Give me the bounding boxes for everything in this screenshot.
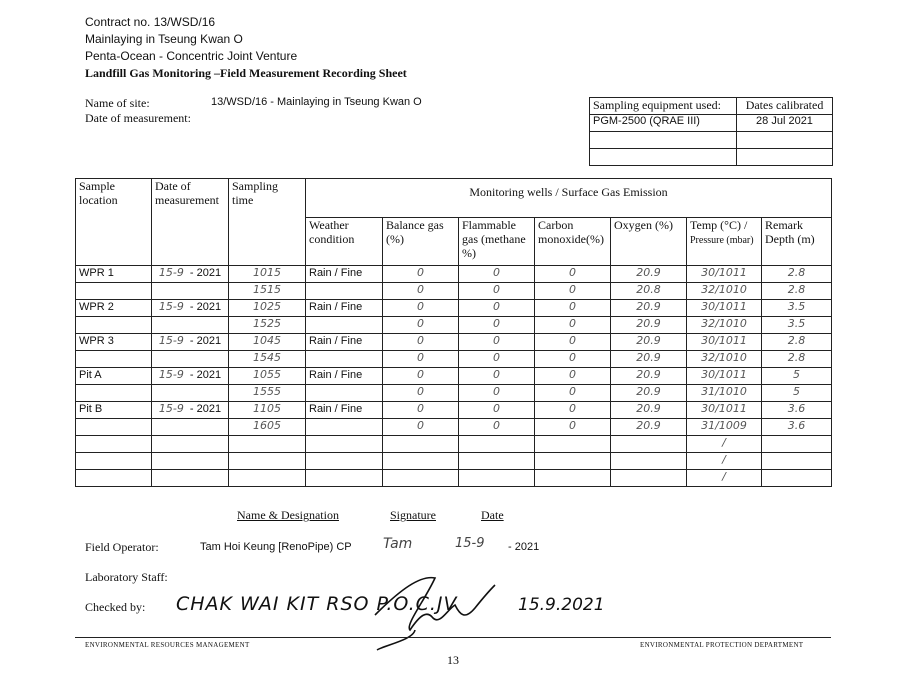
equipment-blank bbox=[737, 149, 833, 166]
row-time: 1055 bbox=[229, 368, 306, 385]
row-oxygen: 20.8 bbox=[611, 283, 687, 300]
row-date bbox=[152, 436, 229, 453]
equipment-table bbox=[589, 97, 833, 166]
row-remark: 3.5 bbox=[762, 300, 832, 317]
row-remark bbox=[762, 436, 832, 453]
row-carbon-monoxide: 0 bbox=[535, 283, 611, 300]
footer-left: ENVIRONMENTAL RESOURCES MANAGEMENT bbox=[85, 641, 250, 649]
header-temp bbox=[687, 218, 762, 266]
project-name: Mainlaying in Tseung Kwan O bbox=[85, 32, 243, 46]
row-balance-gas: 0 bbox=[383, 317, 459, 334]
row-balance-gas: 0 bbox=[383, 334, 459, 351]
footer-right: ENVIRONMENTAL PROTECTION DEPARTMENT bbox=[640, 641, 804, 649]
table-row bbox=[76, 453, 832, 470]
row-location bbox=[76, 317, 152, 334]
header-time: Sampling time bbox=[229, 179, 306, 266]
row-remark: 5 bbox=[762, 385, 832, 402]
row-location bbox=[76, 436, 152, 453]
row-oxygen bbox=[611, 470, 687, 487]
row-location bbox=[76, 283, 152, 300]
row-temp-pressure: 32/1010 bbox=[687, 351, 762, 368]
row-time bbox=[229, 470, 306, 487]
row-time: 1025 bbox=[229, 300, 306, 317]
row-date bbox=[152, 351, 229, 368]
footer-rule bbox=[75, 637, 831, 638]
table-row bbox=[76, 368, 832, 385]
row-temp-pressure: 32/1010 bbox=[687, 317, 762, 334]
header-pressure-label: Pressure (mbar) bbox=[690, 235, 754, 247]
table-row bbox=[76, 470, 832, 487]
table-row bbox=[76, 385, 832, 402]
row-remark bbox=[762, 470, 832, 487]
equipment-value: PGM-2500 (QRAE III) bbox=[590, 115, 737, 132]
contract-number: Contract no. 13/WSD/16 bbox=[85, 15, 216, 29]
row-carbon-monoxide: 0 bbox=[535, 300, 611, 317]
row-balance-gas: 0 bbox=[383, 402, 459, 419]
row-flammable-gas bbox=[459, 470, 535, 487]
row-date bbox=[152, 470, 229, 487]
contractor-name: Penta-Ocean - Concentric Joint Venture bbox=[85, 49, 298, 63]
row-temp-pressure: 31/1009 bbox=[687, 419, 762, 436]
header-group: Monitoring wells / Surface Gas Emission bbox=[306, 179, 832, 218]
row-remark: 3.6 bbox=[762, 402, 832, 419]
checked-by-signature bbox=[365, 570, 515, 655]
row-location: Pit A bbox=[76, 368, 152, 385]
row-weather bbox=[306, 419, 383, 436]
row-remark: 5 bbox=[762, 368, 832, 385]
row-time: 1515 bbox=[229, 283, 306, 300]
header-balance: Balance gas (%) bbox=[383, 218, 459, 266]
row-location: WPR 3 bbox=[76, 334, 152, 351]
row-remark: 3.5 bbox=[762, 317, 832, 334]
signature-header: Signature bbox=[390, 508, 436, 522]
row-temp-pressure: 30/1011 bbox=[687, 402, 762, 419]
row-time: 1045 bbox=[229, 334, 306, 351]
table-row bbox=[76, 283, 832, 300]
header-carbon: Carbon monoxide(%) bbox=[535, 218, 611, 266]
row-date-day: 15-9 bbox=[158, 300, 184, 313]
row-carbon-monoxide: 0 bbox=[535, 317, 611, 334]
table-row bbox=[76, 351, 832, 368]
row-balance-gas bbox=[383, 436, 459, 453]
row-balance-gas: 0 bbox=[383, 368, 459, 385]
row-remark: 2.8 bbox=[762, 266, 832, 283]
row-balance-gas: 0 bbox=[383, 266, 459, 283]
row-oxygen: 20.9 bbox=[611, 385, 687, 402]
row-date bbox=[152, 419, 229, 436]
header-oxygen: Oxygen (%) bbox=[611, 218, 687, 266]
row-weather: Rain / Fine bbox=[306, 402, 383, 419]
calibrated-value: 28 Jul 2021 bbox=[737, 115, 833, 132]
row-weather: Rain / Fine bbox=[306, 266, 383, 283]
row-remark: 2.8 bbox=[762, 283, 832, 300]
row-temp-pressure: 30/1011 bbox=[687, 368, 762, 385]
row-remark: 2.8 bbox=[762, 351, 832, 368]
row-oxygen: 20.9 bbox=[611, 334, 687, 351]
row-oxygen: 20.9 bbox=[611, 368, 687, 385]
row-oxygen bbox=[611, 453, 687, 470]
table-row bbox=[76, 436, 832, 453]
row-balance-gas: 0 bbox=[383, 385, 459, 402]
site-name-label: Name of site: bbox=[85, 96, 150, 110]
row-date-year: - 2021 bbox=[189, 301, 222, 313]
row-date-day: 15-9 bbox=[158, 402, 184, 415]
row-date bbox=[152, 368, 229, 385]
row-carbon-monoxide bbox=[535, 436, 611, 453]
row-oxygen: 20.9 bbox=[611, 351, 687, 368]
header-flammable: Flammable gas (methane %) bbox=[459, 218, 535, 266]
table-row bbox=[76, 402, 832, 419]
row-date bbox=[152, 453, 229, 470]
row-flammable-gas: 0 bbox=[459, 385, 535, 402]
row-balance-gas bbox=[383, 470, 459, 487]
row-oxygen: 20.9 bbox=[611, 402, 687, 419]
row-temp-pressure: / bbox=[687, 470, 762, 487]
header-weather: Weather condition bbox=[306, 218, 383, 266]
sheet-title: Landfill Gas Monitoring –Field Measurement Recording Sheet bbox=[85, 66, 407, 80]
calibrated-header: Dates calibrated bbox=[737, 98, 833, 115]
site-name-value: 13/WSD/16 - Mainlaying in Tseung Kwan O bbox=[211, 96, 422, 108]
row-remark: 2.8 bbox=[762, 334, 832, 351]
header-remark: Remark Depth (m) bbox=[762, 218, 832, 266]
row-weather bbox=[306, 351, 383, 368]
row-carbon-monoxide: 0 bbox=[535, 334, 611, 351]
row-weather bbox=[306, 470, 383, 487]
row-location: WPR 2 bbox=[76, 300, 152, 317]
equipment-blank bbox=[737, 132, 833, 149]
row-location bbox=[76, 351, 152, 368]
checked-by-label: Checked by: bbox=[85, 600, 146, 614]
table-row bbox=[76, 266, 832, 283]
equipment-header: Sampling equipment used: bbox=[590, 98, 737, 115]
row-date-year: - 2021 bbox=[189, 335, 222, 347]
row-weather bbox=[306, 436, 383, 453]
row-flammable-gas: 0 bbox=[459, 368, 535, 385]
row-location bbox=[76, 419, 152, 436]
row-balance-gas: 0 bbox=[383, 283, 459, 300]
field-operator-signature: Tam bbox=[383, 536, 413, 552]
row-temp-pressure: 32/1010 bbox=[687, 283, 762, 300]
row-oxygen bbox=[611, 436, 687, 453]
row-weather bbox=[306, 385, 383, 402]
row-weather bbox=[306, 283, 383, 300]
name-designation-header: Name & Designation bbox=[237, 508, 339, 522]
row-temp-pressure: / bbox=[687, 453, 762, 470]
row-date bbox=[152, 300, 229, 317]
row-flammable-gas: 0 bbox=[459, 419, 535, 436]
row-date bbox=[152, 385, 229, 402]
row-time: 1105 bbox=[229, 402, 306, 419]
row-date bbox=[152, 402, 229, 419]
row-date-year: - 2021 bbox=[189, 267, 222, 279]
row-flammable-gas: 0 bbox=[459, 300, 535, 317]
row-oxygen: 20.9 bbox=[611, 419, 687, 436]
row-carbon-monoxide: 0 bbox=[535, 351, 611, 368]
row-weather: Rain / Fine bbox=[306, 300, 383, 317]
header-date: Date of measurement bbox=[152, 179, 229, 266]
row-temp-pressure: 30/1011 bbox=[687, 334, 762, 351]
row-flammable-gas: 0 bbox=[459, 402, 535, 419]
row-time bbox=[229, 453, 306, 470]
row-time: 1015 bbox=[229, 266, 306, 283]
row-location bbox=[76, 453, 152, 470]
row-oxygen: 20.9 bbox=[611, 317, 687, 334]
row-temp-pressure: 31/1010 bbox=[687, 385, 762, 402]
row-location bbox=[76, 385, 152, 402]
table-row bbox=[76, 317, 832, 334]
row-oxygen: 20.9 bbox=[611, 266, 687, 283]
row-location bbox=[76, 470, 152, 487]
row-time: 1605 bbox=[229, 419, 306, 436]
row-date bbox=[152, 266, 229, 283]
row-date-year: - 2021 bbox=[189, 403, 222, 415]
row-date bbox=[152, 317, 229, 334]
row-carbon-monoxide bbox=[535, 453, 611, 470]
row-time: 1525 bbox=[229, 317, 306, 334]
row-carbon-monoxide: 0 bbox=[535, 402, 611, 419]
checked-by-date: 15.9.2021 bbox=[518, 595, 605, 615]
row-carbon-monoxide: 0 bbox=[535, 385, 611, 402]
field-operator-name: Tam Hoi Keung [RenoPipe) CP bbox=[200, 541, 352, 553]
row-remark bbox=[762, 453, 832, 470]
row-location: WPR 1 bbox=[76, 266, 152, 283]
field-operator-year: - 2021 bbox=[508, 541, 540, 553]
equipment-blank bbox=[590, 149, 737, 166]
header-location: Sample location bbox=[76, 179, 152, 266]
row-temp-pressure: 30/1011 bbox=[687, 300, 762, 317]
measurement-table bbox=[75, 178, 832, 487]
lab-staff-label: Laboratory Staff: bbox=[85, 570, 168, 584]
row-carbon-monoxide bbox=[535, 470, 611, 487]
row-weather bbox=[306, 317, 383, 334]
row-location: Pit B bbox=[76, 402, 152, 419]
field-operator-day: 15-9 bbox=[455, 536, 485, 551]
field-operator-label: Field Operator: bbox=[85, 540, 159, 554]
row-time: 1555 bbox=[229, 385, 306, 402]
row-time bbox=[229, 436, 306, 453]
row-balance-gas: 0 bbox=[383, 351, 459, 368]
row-temp-pressure: / bbox=[687, 436, 762, 453]
row-weather bbox=[306, 453, 383, 470]
row-carbon-monoxide: 0 bbox=[535, 266, 611, 283]
row-date-day: 15-9 bbox=[158, 266, 184, 279]
table-row bbox=[76, 419, 832, 436]
row-weather: Rain / Fine bbox=[306, 334, 383, 351]
row-flammable-gas: 0 bbox=[459, 266, 535, 283]
row-flammable-gas: 0 bbox=[459, 351, 535, 368]
row-weather: Rain / Fine bbox=[306, 368, 383, 385]
row-oxygen: 20.9 bbox=[611, 300, 687, 317]
row-date bbox=[152, 283, 229, 300]
row-flammable-gas: 0 bbox=[459, 317, 535, 334]
row-flammable-gas: 0 bbox=[459, 283, 535, 300]
row-temp-pressure: 30/1011 bbox=[687, 266, 762, 283]
measurement-date-label: Date of measurement: bbox=[85, 111, 191, 125]
row-date-year: - 2021 bbox=[189, 369, 222, 381]
row-carbon-monoxide: 0 bbox=[535, 419, 611, 436]
row-date-day: 15-9 bbox=[158, 368, 184, 381]
table-row bbox=[76, 334, 832, 351]
equipment-blank bbox=[590, 132, 737, 149]
date-header: Date bbox=[481, 508, 504, 522]
table-row bbox=[76, 300, 832, 317]
row-carbon-monoxide: 0 bbox=[535, 368, 611, 385]
row-flammable-gas: 0 bbox=[459, 334, 535, 351]
row-date bbox=[152, 334, 229, 351]
row-balance-gas: 0 bbox=[383, 300, 459, 317]
row-balance-gas bbox=[383, 453, 459, 470]
row-flammable-gas bbox=[459, 436, 535, 453]
row-time: 1545 bbox=[229, 351, 306, 368]
row-balance-gas: 0 bbox=[383, 419, 459, 436]
row-remark: 3.6 bbox=[762, 419, 832, 436]
checked-by-name: CHAK WAI KIT RSO P.O.C.JV bbox=[176, 593, 458, 615]
header-temp-label: Temp (°C) / bbox=[690, 218, 748, 233]
row-flammable-gas bbox=[459, 453, 535, 470]
row-date-day: 15-9 bbox=[158, 334, 184, 347]
page-number: 13 bbox=[447, 653, 459, 667]
